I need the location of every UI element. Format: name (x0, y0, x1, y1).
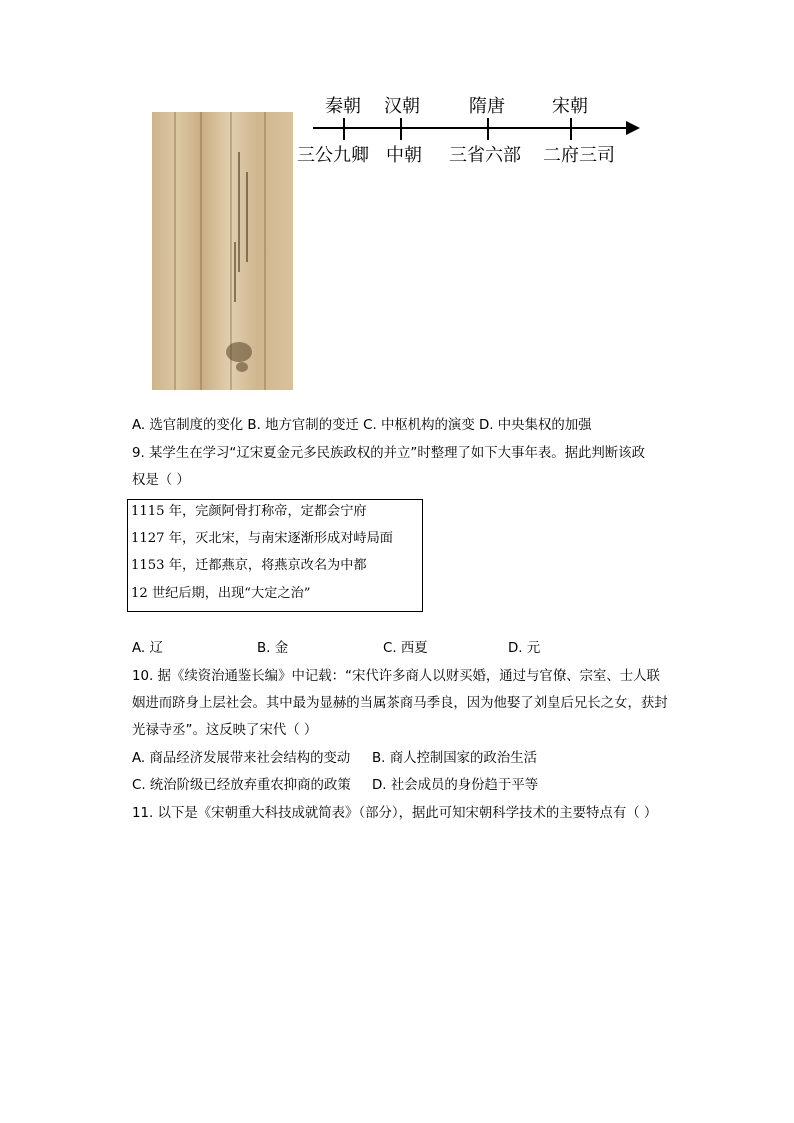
timeline-dynasty-qin: 秦朝 (325, 96, 361, 117)
timeline-dynasty-suitang: 隋唐 (469, 96, 505, 117)
q9-option-d: D. 元 (508, 641, 541, 656)
q9-option-b: B. 金 (257, 641, 289, 656)
q9-event-row: 1153 年，迁都燕京，将燕京改名为中都 (131, 558, 367, 573)
q10-option-b: B. 商人控制国家的政治生活 (372, 751, 537, 766)
q9-stem-line2: 权是（ ） (132, 473, 190, 488)
timeline-system-zhongchao: 中朝 (386, 145, 422, 166)
q10-option-a: A. 商品经济发展带来社会结构的变动 (132, 751, 351, 766)
timeline-dynasty-song: 宋朝 (552, 96, 588, 117)
q10-stem-line3: 光禄寺丞”。这反映了宋代（ ） (132, 723, 318, 738)
q10-stem-line1: 10. 据《续资治通鉴长编》中记载：“宋代许多商人以财买婚，通过与官僚、宗室、士人联 (132, 669, 660, 684)
q10-option-c: C. 统治阶级已经放弃重农抑商的政策 (132, 778, 351, 793)
ancient-document-photo (152, 112, 293, 390)
q9-option-c: C. 西夏 (383, 641, 428, 656)
q9-event-row: 12 世纪后期，出现“大定之治” (131, 586, 311, 601)
q9-option-a: A. 辽 (132, 641, 163, 656)
q8-options: A. 选官制度的变化 B. 地方官制的变迁 C. 中枢机构的演变 D. 中央集权的加强 (132, 418, 592, 433)
q9-event-row: 1115 年，完颜阿骨打称帝，定都会宁府 (131, 504, 367, 519)
q10-option-d: D. 社会成员的身份趋于平等 (372, 778, 539, 793)
q9-event-table (127, 499, 423, 612)
timeline-system-sangong: 三公九卿 (297, 145, 369, 166)
timeline-system-erfu: 二府三司 (543, 145, 615, 166)
timeline-dynasty-han: 汉朝 (384, 96, 420, 117)
q10-stem-line2: 姻进而跻身上层社会。其中最为显赫的当属茶商马季良，因为他娶了刘皇后兄长之女，获封 (132, 696, 668, 711)
q9-stem-line1: 9. 某学生在学习“辽宋夏金元多民族政权的并立”时整理了如下大事年表。据此判断该政 (132, 446, 645, 461)
q9-event-row: 1127 年，灭北宋，与南宋逐渐形成对峙局面 (131, 531, 393, 546)
timeline-system-sansheng: 三省六部 (449, 145, 521, 166)
q11-stem-line1: 11. 以下是《宋朝重大科技成就简表》（部分），据此可知宋朝科学技术的主要特点有（ ） (132, 806, 658, 821)
